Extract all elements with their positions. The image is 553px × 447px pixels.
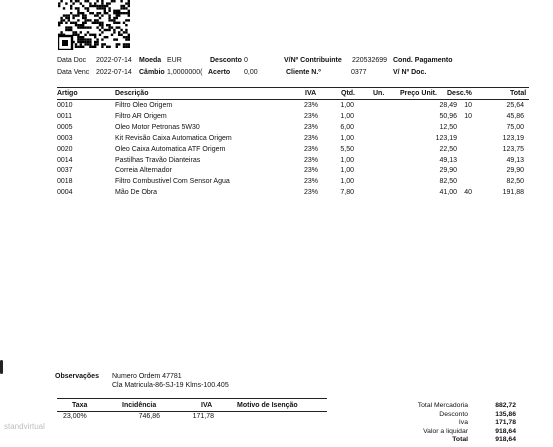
cell-iva: 23% — [303, 178, 318, 186]
cell-artigo: 0011 — [57, 112, 73, 120]
cell-descricao: Oleo Motor Petronas 5W30 — [115, 123, 200, 131]
cell-total: 123,75 — [502, 145, 524, 153]
cell-total: 82,50 — [506, 178, 524, 186]
cell-descricao: Pastilhas Travão Dianteiras — [115, 156, 201, 164]
table-row — [0, 102, 553, 113]
cell-desc: 40 — [464, 189, 472, 197]
cell-iva: 23% — [303, 145, 318, 153]
data-venc-label: Data Venc — [57, 69, 90, 76]
cell-artigo: 0014 — [57, 156, 73, 164]
acerto-value: 0,00 — [244, 69, 258, 76]
moeda-label: Moeda — [139, 57, 162, 64]
col-artigo: Artigo — [57, 90, 78, 97]
col-iva: IVA — [305, 90, 317, 97]
tax-incidencia-value: 746,86 — [138, 413, 160, 420]
cell-artigo: 0004 — [57, 189, 73, 197]
total-label: Iva — [458, 419, 468, 426]
scan-edge-mark — [0, 360, 3, 374]
cell-desc: 10 — [464, 112, 472, 120]
col-qtd: Qtd. — [341, 90, 355, 97]
cambio-label: Câmbio — [139, 69, 165, 76]
total-value: 918,64 — [495, 427, 516, 435]
cell-preco: 12,50 — [439, 123, 457, 131]
cell-qtd: 1,00 — [340, 167, 354, 175]
cell-preco: 50,96 — [439, 112, 457, 120]
cell-descricao: Filtro Oleo Origem — [115, 102, 173, 109]
col-preco: Preço Unit. — [400, 90, 437, 97]
total-value: 171,78 — [495, 419, 516, 426]
table-row — [0, 167, 553, 178]
contribuinte-value: 220532699 — [352, 57, 388, 64]
acerto-label: Acerto — [208, 69, 231, 76]
total-value: 918,64 — [495, 436, 516, 443]
data-doc-label: Data Doc — [57, 57, 87, 64]
tax-col-iva: IVA — [201, 402, 213, 409]
desconto-value: 0 — [244, 57, 248, 64]
cell-artigo: 0010 — [57, 102, 73, 109]
cell-preco: 29,90 — [439, 167, 457, 175]
cell-artigo: 0020 — [57, 145, 73, 153]
cell-total: 123,19 — [502, 134, 524, 142]
cell-qtd: 5,50 — [340, 145, 354, 153]
cell-qtd: 6,00 — [340, 123, 354, 131]
cell-iva: 23% — [303, 102, 318, 109]
table-row — [0, 178, 553, 189]
cell-preco: 28,49 — [439, 102, 457, 109]
cell-artigo: 0037 — [57, 167, 73, 175]
cell-artigo: 0018 — [57, 178, 73, 186]
total-label: Total Mercadoria — [417, 402, 468, 409]
table-row — [0, 124, 553, 135]
table-row — [0, 189, 553, 200]
data-venc-value: 2022-07-14 — [96, 69, 132, 76]
total-label: Total — [452, 436, 468, 443]
contribuinte-label: V/Nº Contribuinte — [284, 57, 342, 64]
qr-code-image — [58, 0, 130, 50]
vdoc-label: V/ Nº Doc. — [393, 69, 427, 76]
cell-total: 45,86 — [506, 112, 524, 120]
col-descricao: Descrição — [115, 90, 149, 97]
cell-total: 49,13 — [506, 156, 524, 164]
watermark-text: standvirtual — [4, 422, 45, 431]
table-row — [0, 113, 553, 124]
data-doc-value: 2022-07-14 — [96, 57, 132, 64]
cell-descricao: Oleo Caixa Automatica ATF Origem — [115, 145, 226, 153]
cell-iva: 23% — [303, 123, 318, 131]
cell-qtd: 1,00 — [340, 134, 354, 142]
col-un: Un. — [373, 90, 385, 97]
cambio-value: 1,0000000( — [167, 69, 203, 76]
tax-table-top-rule — [57, 398, 327, 399]
table-row — [0, 146, 553, 157]
cell-total: 191,88 — [502, 189, 524, 197]
cell-artigo: 0003 — [57, 134, 73, 142]
cell-preco: 123,19 — [435, 134, 457, 142]
col-desc: Desc.% — [447, 90, 472, 97]
tax-iva-value: 171,78 — [192, 413, 214, 420]
cell-descricao: Mão De Obra — [115, 189, 158, 197]
cell-iva: 23% — [303, 134, 318, 142]
cell-total: 29,90 — [506, 167, 524, 175]
total-label: Valor a liquidar — [423, 427, 468, 435]
tax-col-motivo: Motivo de Isenção — [237, 402, 298, 409]
cell-descricao: Filtro Combustivel Com Sensor Agua — [115, 178, 230, 186]
cell-preco: 82,50 — [439, 178, 457, 186]
cell-qtd: 1,00 — [340, 178, 354, 186]
table-row — [0, 157, 553, 168]
cell-preco: 49,13 — [439, 156, 457, 164]
total-value: 135,86 — [495, 410, 516, 418]
cell-total: 25,64 — [506, 102, 524, 109]
moeda-value: EUR — [167, 57, 182, 64]
cell-qtd: 1,00 — [340, 112, 354, 120]
cell-iva: 23% — [303, 189, 318, 197]
tax-col-incidencia: Incidência — [122, 402, 157, 409]
total-value: 882,72 — [495, 402, 516, 409]
cell-preco: 22,50 — [439, 145, 457, 153]
cell-total: 75,00 — [506, 123, 524, 131]
cell-descricao: Correia Alternador — [115, 167, 172, 175]
observacoes-label: Observações — [55, 373, 99, 380]
cond-pagamento-label: Cond. Pagamento — [393, 57, 453, 64]
cell-desc: 10 — [464, 102, 472, 109]
cell-qtd: 1,00 — [340, 102, 354, 109]
observacoes-line-1: Numero Ordem 47781 — [112, 373, 182, 380]
cell-qtd: 7,80 — [340, 189, 354, 197]
cliente-value: 0377 — [351, 69, 367, 76]
cell-descricao: Kit Revisão Caixa Automatica Origem — [115, 134, 232, 142]
total-label: Desconto — [439, 410, 468, 418]
cell-preco: 41,00 — [439, 189, 457, 197]
col-total: Total — [510, 90, 527, 97]
cell-artigo: 0005 — [57, 123, 73, 131]
table-header-rule — [57, 99, 529, 100]
cell-iva: 23% — [303, 167, 318, 175]
tax-table-header-rule — [57, 411, 327, 412]
cliente-label: Cliente N.º — [286, 69, 321, 76]
tax-taxa-value: 23,00% — [63, 413, 87, 420]
observacoes-line-2: Cla Matricula-86-SJ-19 Klms-100.405 — [112, 382, 229, 389]
cell-iva: 23% — [303, 112, 318, 120]
table-top-rule — [57, 87, 529, 88]
cell-iva: 23% — [303, 156, 318, 164]
tax-col-taxa: Taxa — [72, 402, 88, 409]
cell-descricao: Filtro AR Origem — [115, 112, 167, 120]
table-row — [0, 135, 553, 146]
cell-qtd: 1,00 — [340, 156, 354, 164]
desconto-label: Desconto — [210, 57, 242, 64]
